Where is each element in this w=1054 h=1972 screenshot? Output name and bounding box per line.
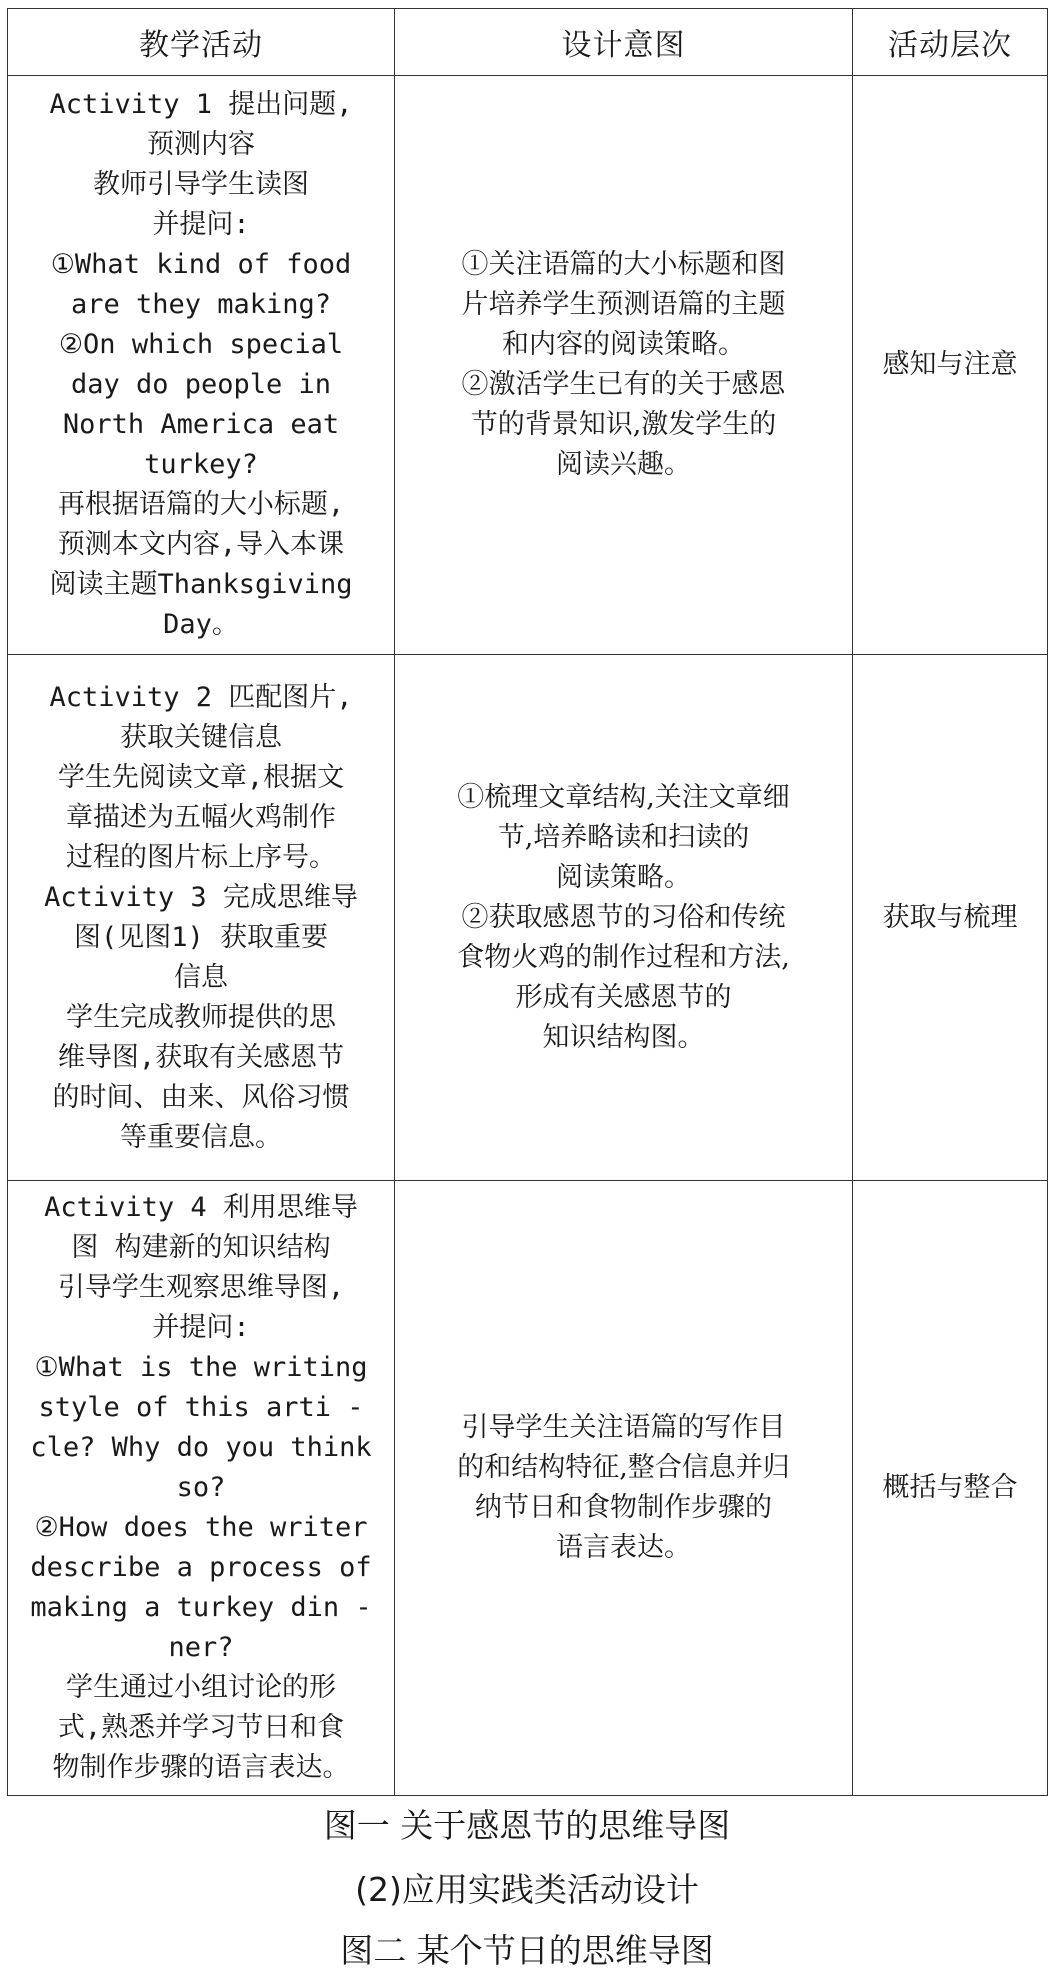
activity-line: ②How does the writer: [34, 1512, 368, 1543]
intent-cell: [395, 1181, 853, 1796]
section-heading: (2)应用实践类活动设计: [355, 1870, 699, 1909]
table-row: [8, 76, 1048, 655]
intent-line: 节,培养略读和扫读的: [497, 821, 750, 853]
activity-cell: [8, 76, 395, 655]
activity-line: making a turkey din -: [30, 1592, 372, 1623]
intent-line: 形成有关感恩节的: [515, 981, 732, 1013]
intent-cell: [395, 655, 853, 1181]
table-row: [8, 1181, 1048, 1796]
activity-line: 获取关键信息: [120, 721, 282, 753]
activity-line: 维导图,获取有关感恩节: [57, 1041, 345, 1073]
header-design-intent: 设计意图: [395, 9, 853, 76]
activity-line: North America eat: [62, 409, 340, 440]
intent-line: 和内容的阅读策略。: [502, 329, 745, 360]
activity-line: 并提问:: [152, 1312, 250, 1343]
intent-line: 知识结构图。: [542, 1021, 705, 1053]
activity-line: are they making?: [70, 289, 332, 320]
activity-line: 图(见图1) 获取重要: [73, 921, 329, 953]
figure-caption-1: 图一 关于感恩节的思维导图: [323, 1806, 731, 1845]
activity-line: Activity 2 匹配图片,: [49, 681, 353, 713]
activity-line: Activity 1 提出问题,: [49, 89, 353, 120]
activity-line: 过程的图片标上序号。: [66, 841, 336, 873]
intent-line: 语言表达。: [556, 1532, 691, 1563]
activity-cell: [8, 655, 395, 1181]
activity-line: describe a process of: [30, 1552, 372, 1583]
intent-line: ①关注语篇的大小标题和图: [461, 249, 786, 280]
intent-line: 食物火鸡的制作过程和方法,: [457, 941, 790, 973]
intent-line: 阅读兴趣。: [556, 449, 691, 480]
activity-line: 物制作步骤的语言表达。: [52, 1752, 350, 1783]
activity-line: 章描述为五幅火鸡制作: [66, 801, 336, 833]
intent-line: ②获取感恩节的习俗和传统: [461, 901, 786, 933]
activity-line: 预测本文内容,导入本课: [57, 529, 345, 560]
activity-line: 学生完成教师提供的思: [66, 1001, 336, 1033]
header-activity-level: 活动层次: [853, 9, 1048, 76]
intent-line: 纳节日和食物制作步骤的: [475, 1492, 772, 1523]
table-row: [8, 655, 1048, 1181]
level-cell: 感知与注意: [853, 76, 1048, 655]
intent-line: 引导学生关注语篇的写作目: [461, 1412, 786, 1443]
activity-line: Day。: [163, 609, 239, 640]
activity-line: day do people in: [70, 369, 332, 400]
table-header-row: [8, 9, 1048, 76]
intent-line: 节的背景知识,激发学生的: [470, 409, 777, 440]
activity-line: 图 构建新的知识结构: [71, 1232, 331, 1263]
intent-line: 片培养学生预测语篇的主题: [461, 289, 786, 320]
activity-line: 阅读主题Thanksgiving: [49, 569, 353, 600]
activity-line: turkey?: [144, 449, 258, 480]
activity-line: 教师引导学生读图: [93, 169, 309, 200]
activity-line: 学生通过小组讨论的形: [66, 1672, 336, 1703]
activity-line: Activity 3 完成思维导: [44, 881, 358, 913]
activity-line: ②On which special: [58, 329, 344, 360]
level-cell: 概括与整合: [853, 1181, 1048, 1796]
activity-line: ①What is the writing: [34, 1352, 368, 1383]
activity-line: 再根据语篇的大小标题,: [57, 489, 345, 520]
activity-line: style of this arti -: [38, 1392, 364, 1423]
activity-line: ①What kind of food: [50, 249, 352, 280]
activity-cell: [8, 1181, 395, 1796]
activity-line: 信息: [174, 961, 228, 993]
activity-line: 学生先阅读文章,根据文: [57, 761, 345, 793]
header-teaching-activity: 教学活动: [8, 9, 395, 76]
intent-line: 的和结构特征,整合信息并归: [457, 1452, 790, 1483]
activity-line: 式,熟悉并学习节日和食: [57, 1712, 345, 1743]
activity-line: ner?: [168, 1632, 234, 1663]
activity-line: 的时间、由来、风俗习惯: [52, 1081, 350, 1113]
level-cell: 获取与梳理: [853, 655, 1048, 1181]
activity-line: 等重要信息。: [120, 1121, 282, 1153]
intent-line: ①梳理文章结构,关注文章细: [457, 781, 790, 813]
activity-line: so?: [176, 1472, 226, 1503]
intent-line: ②激活学生已有的关于感恩: [461, 369, 786, 400]
activity-line: cle? Why do you think: [30, 1432, 372, 1463]
activity-line: 预测内容: [147, 129, 255, 160]
activity-design-table: [7, 8, 1048, 1796]
activity-line: Activity 4 利用思维导: [44, 1192, 358, 1223]
intent-line: 阅读策略。: [556, 861, 691, 893]
figure-caption-2: 图二 某个节日的思维导图: [340, 1931, 714, 1970]
activity-line: 引导学生观察思维导图,: [57, 1272, 345, 1303]
intent-cell: [395, 76, 853, 655]
activity-line: 并提问:: [152, 209, 250, 240]
